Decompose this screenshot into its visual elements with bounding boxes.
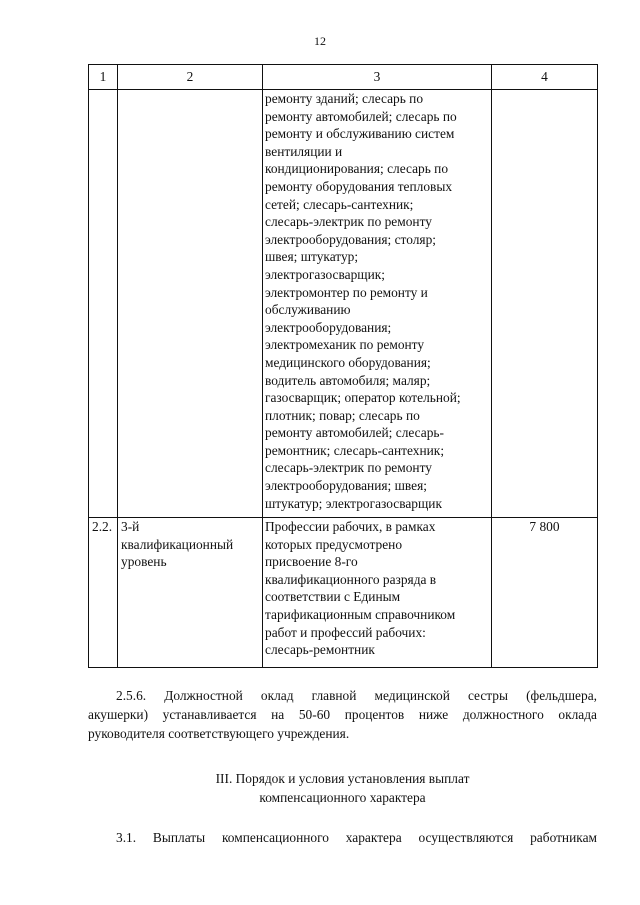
text-line: электромеханик по ремонту — [265, 337, 425, 353]
text-line: сетей; слесарь-сантехник; — [265, 196, 414, 212]
text-line: электрогазосварщик; — [265, 266, 385, 282]
text-line: акушерки) устанавливается на 50-60 процентов ниже должностного оклада — [88, 707, 597, 722]
text-line: кондиционирования; слесарь по — [265, 161, 449, 177]
text-line: соответствии с Единым — [265, 589, 401, 605]
text-line: уровень — [121, 554, 167, 570]
text-line: которых предусмотрено — [265, 536, 403, 552]
text-line: слесарь-электрик по ремонту — [265, 460, 432, 476]
text-line: Профессии рабочих, в рамках — [265, 519, 436, 534]
text-line: плотник; повар; слесарь по — [265, 407, 420, 423]
text-line: электрооборудования; столяр; — [265, 231, 436, 247]
table-header-row — [89, 65, 598, 90]
cell-amount — [492, 90, 598, 518]
cell-number: 2.2. — [89, 518, 118, 668]
text-line: квалификационного разряда в — [265, 571, 437, 587]
text-line: ремонту автомобилей; слесарь- — [265, 425, 444, 441]
salary-table — [88, 64, 598, 668]
header-col-4: 4 — [492, 65, 598, 90]
paragraph-3-1 — [88, 828, 597, 847]
cell-number — [89, 90, 118, 518]
text-line: компенсационного характера — [259, 790, 426, 805]
text-line: III. Порядок и условия установления выплат — [215, 771, 470, 786]
text-line: ремонту оборудования тепловых — [265, 178, 453, 194]
header-col-3: 3 — [263, 65, 492, 90]
text-line: швея; штукатур; — [265, 249, 359, 265]
text-line: 3.1. Выплаты компенсационного характера осуществляются работникам — [116, 830, 597, 845]
table-row-continuation — [89, 90, 598, 518]
text-line: штукатур; электрогазосварщик — [265, 495, 442, 511]
text-line: вентиляции и — [265, 143, 343, 159]
cell-professions — [263, 518, 492, 668]
paragraph-2-5-6 — [88, 686, 597, 743]
text-line: слесарь-ремонтник — [265, 642, 375, 658]
text-line: обслуживанию — [265, 302, 351, 318]
text-line: квалификационный — [121, 536, 234, 552]
text-line: медицинского оборудования; — [265, 354, 431, 370]
header-col-2: 2 — [118, 65, 263, 90]
text-line: водитель автомобиля; маляр; — [265, 372, 431, 388]
text-line: ремонту автомобилей; слесарь по — [265, 108, 457, 124]
text-line: присвоение 8-го — [265, 554, 358, 570]
header-col-1: 1 — [89, 65, 118, 90]
text-line: электрооборудования; швея; — [265, 478, 427, 494]
text-line: ремонту и обслуживанию систем — [265, 126, 455, 142]
text-line: 3-й — [121, 519, 140, 534]
page-number: 12 — [314, 34, 326, 48]
cell-amount: 7 800 — [492, 518, 598, 668]
cell-level — [118, 518, 263, 668]
cell-level — [118, 90, 263, 518]
text-line: электрооборудования; — [265, 319, 392, 335]
text-line: тарификационным справочником — [265, 606, 456, 622]
text-line: работ и профессий рабочих: — [265, 624, 426, 640]
cell-professions — [263, 90, 492, 518]
section-3-title — [88, 769, 597, 807]
text-line: слесарь-электрик по ремонту — [265, 214, 432, 230]
text-line: ремонту зданий; слесарь по — [265, 91, 424, 106]
text-line: газосварщик; оператор котельной; — [265, 390, 461, 406]
table-row-2-2 — [89, 518, 598, 668]
text-line: ремонтник; слесарь-сантехник; — [265, 442, 445, 458]
text-line: 2.5.6. Должностной оклад главной медицинской сестры (фельдшера, — [116, 688, 597, 703]
text-line: электромонтер по ремонту и — [265, 284, 428, 300]
text-line: руководителя соответствующего учреждения. — [88, 726, 350, 741]
